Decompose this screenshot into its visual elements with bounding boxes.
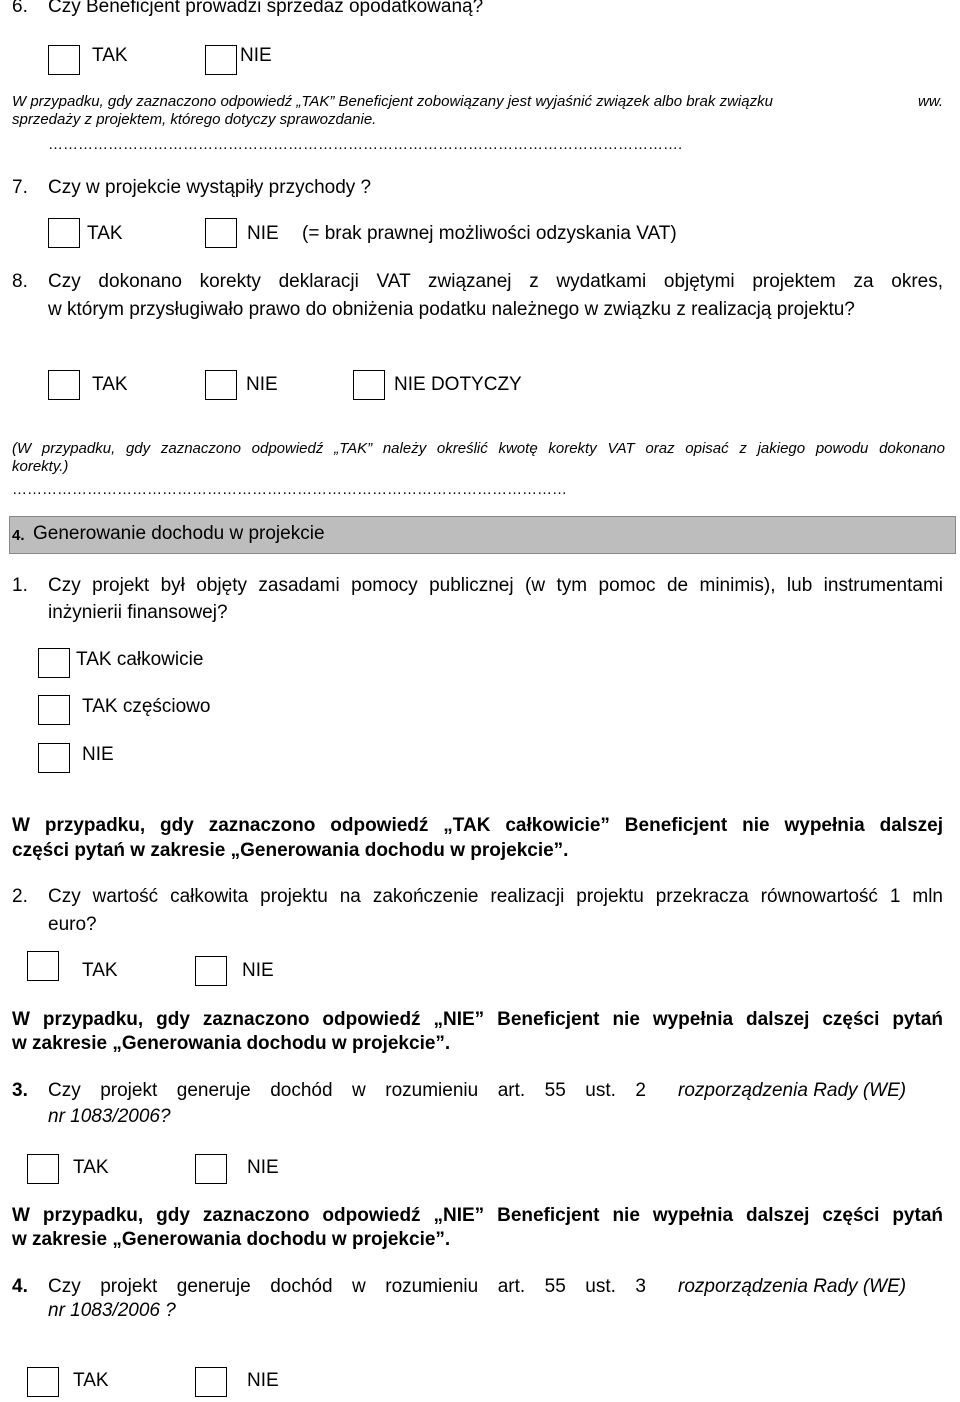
s4q3-number: 3. xyxy=(12,1080,28,1101)
q6-note-line1-end: ww. xyxy=(918,93,944,110)
s4q4-no-checkbox[interactable] xyxy=(195,1367,227,1397)
s4q2-yes-checkbox[interactable] xyxy=(27,951,59,981)
s4q2-number: 2. xyxy=(12,886,28,907)
s4q3-yes-label: TAK xyxy=(73,1157,109,1178)
q8-note-line2: korekty.) xyxy=(12,458,69,475)
q8-not-applicable-checkbox[interactable] xyxy=(353,370,385,400)
q6-yes-checkbox[interactable] xyxy=(48,45,80,75)
s4q1-number: 1. xyxy=(12,575,28,596)
q8-no-label: NIE xyxy=(246,374,278,395)
s4q3-question-line2: nr 1083/2006? xyxy=(48,1106,171,1127)
s4q2-no-label: NIE xyxy=(242,960,274,981)
q8-number: 8. xyxy=(12,271,28,292)
q6-note-line1: W przypadku, gdy zaznaczono odpowiedź „TAK” Beneficjent zobowiązany jest wyjaśnić związek albo brak związku xyxy=(12,93,773,110)
q7-question: Czy w projekcie wystąpiły przychody ? xyxy=(48,177,372,198)
s4q1-no-label: NIE xyxy=(82,744,114,765)
q7-no-explanation: (= brak prawnej możliwości odzyskania VAT) xyxy=(302,223,677,244)
s4q2-question-line2: euro? xyxy=(48,914,97,935)
s4q4-regulation: rozporządzenia Rady (WE) xyxy=(678,1276,907,1297)
s4q3-regulation: rozporządzenia Rady (WE) xyxy=(678,1080,907,1101)
s4q3-question-line1: Czy projekt generuje dochód w rozumieniu art. 55 ust. 2 xyxy=(48,1080,646,1101)
s4q1-question-line2: inżynierii finansowej? xyxy=(48,602,228,623)
q8-yes-label: TAK xyxy=(92,374,128,395)
q8-dotted-line: ………………………………………………………………………………………………… xyxy=(12,481,567,498)
q7-yes-label: TAK xyxy=(87,223,123,244)
q6-no-checkbox[interactable] xyxy=(205,45,237,75)
s4q2-no-checkbox[interactable] xyxy=(195,956,227,986)
s4q2-note-line2: w zakresie „Generowania dochodu w projekcie”. xyxy=(12,1033,451,1054)
s4q4-question-line1: Czy projekt generuje dochód w rozumieniu art. 55 ust. 3 xyxy=(48,1276,646,1297)
section-4-title: Generowanie dochodu w projekcie xyxy=(33,523,325,544)
s4q4-number: 4. xyxy=(12,1276,28,1297)
s4q1-note-line2: części pytań w zakresie „Generowania dochodu w projekcie”. xyxy=(12,840,569,861)
s4q3-no-checkbox[interactable] xyxy=(195,1154,227,1184)
s4q1-question-line1: Czy projekt był objęty zasadami pomocy publicznej (w tym pomoc de minimis), lub instrumentami xyxy=(48,575,943,596)
s4q1-no-checkbox[interactable] xyxy=(38,743,70,773)
s4q3-no-label: NIE xyxy=(247,1157,279,1178)
s4q3-note-line2: w zakresie „Generowania dochodu w projekcie”. xyxy=(12,1229,451,1250)
q8-question-line1: Czy dokonano korekty deklaracji VAT związanej z wydatkami objętymi projektem za okres, xyxy=(48,271,943,292)
q8-not-applicable-label: NIE DOTYCZY xyxy=(394,374,522,395)
q6-no-label: NIE xyxy=(240,45,272,66)
q6-dotted-line: ………………………………………………………………………………………………………………. xyxy=(48,136,683,153)
s4q2-question-line1: Czy wartość całkowita projektu na zakończenie realizacji projektu przekracza równowartość 1 mln xyxy=(48,886,943,907)
q6-note-line2: sprzedaży z projektem, którego dotyczy sprawozdanie. xyxy=(12,111,377,128)
s4q4-yes-label: TAK xyxy=(73,1370,109,1391)
s4q1-note-line1: W przypadku, gdy zaznaczono odpowiedź „TAK całkowicie” Beneficjent nie wypełnia dalszej xyxy=(12,815,943,836)
q8-note-line1: (W przypadku, gdy zaznaczono odpowiedź „TAK” należy określić kwotę korekty VAT oraz opisać z jakiego powodu dokonano xyxy=(12,440,945,457)
s4q2-note-line1: W przypadku, gdy zaznaczono odpowiedź „NIE” Beneficjent nie wypełnia dalszej części pytań xyxy=(12,1009,943,1030)
s4q4-yes-checkbox[interactable] xyxy=(27,1367,59,1397)
q8-yes-checkbox[interactable] xyxy=(48,370,80,400)
s4q1-full-checkbox[interactable] xyxy=(38,648,70,678)
q8-question-line2: w którym przysługiwało prawo do obniżenia podatku należnego w związku z realizacją projektu? xyxy=(48,299,855,320)
s4q3-yes-checkbox[interactable] xyxy=(27,1154,59,1184)
q7-no-checkbox[interactable] xyxy=(205,218,237,248)
s4q2-yes-label: TAK xyxy=(82,960,118,981)
q7-yes-checkbox[interactable] xyxy=(48,218,80,248)
s4q4-no-label: NIE xyxy=(247,1370,279,1391)
s4q4-question-line2: nr 1083/2006 ? xyxy=(48,1300,176,1321)
q6-yes-label: TAK xyxy=(92,45,128,66)
q7-no-label: NIE xyxy=(247,223,279,244)
s4q1-full-label: TAK całkowicie xyxy=(76,649,204,670)
s4q1-partial-checkbox[interactable] xyxy=(38,695,70,725)
s4q1-partial-label: TAK częściowo xyxy=(82,696,211,717)
q6-question: Czy Beneficjent prowadzi sprzedaż opodatkowaną? xyxy=(48,0,484,17)
q6-number: 6. xyxy=(12,0,28,17)
q7-number: 7. xyxy=(12,177,28,198)
q8-no-checkbox[interactable] xyxy=(205,370,237,400)
section-4-number: 4. xyxy=(12,527,25,544)
s4q3-note-line1: W przypadku, gdy zaznaczono odpowiedź „NIE” Beneficjent nie wypełnia dalszej części pytań xyxy=(12,1205,943,1226)
